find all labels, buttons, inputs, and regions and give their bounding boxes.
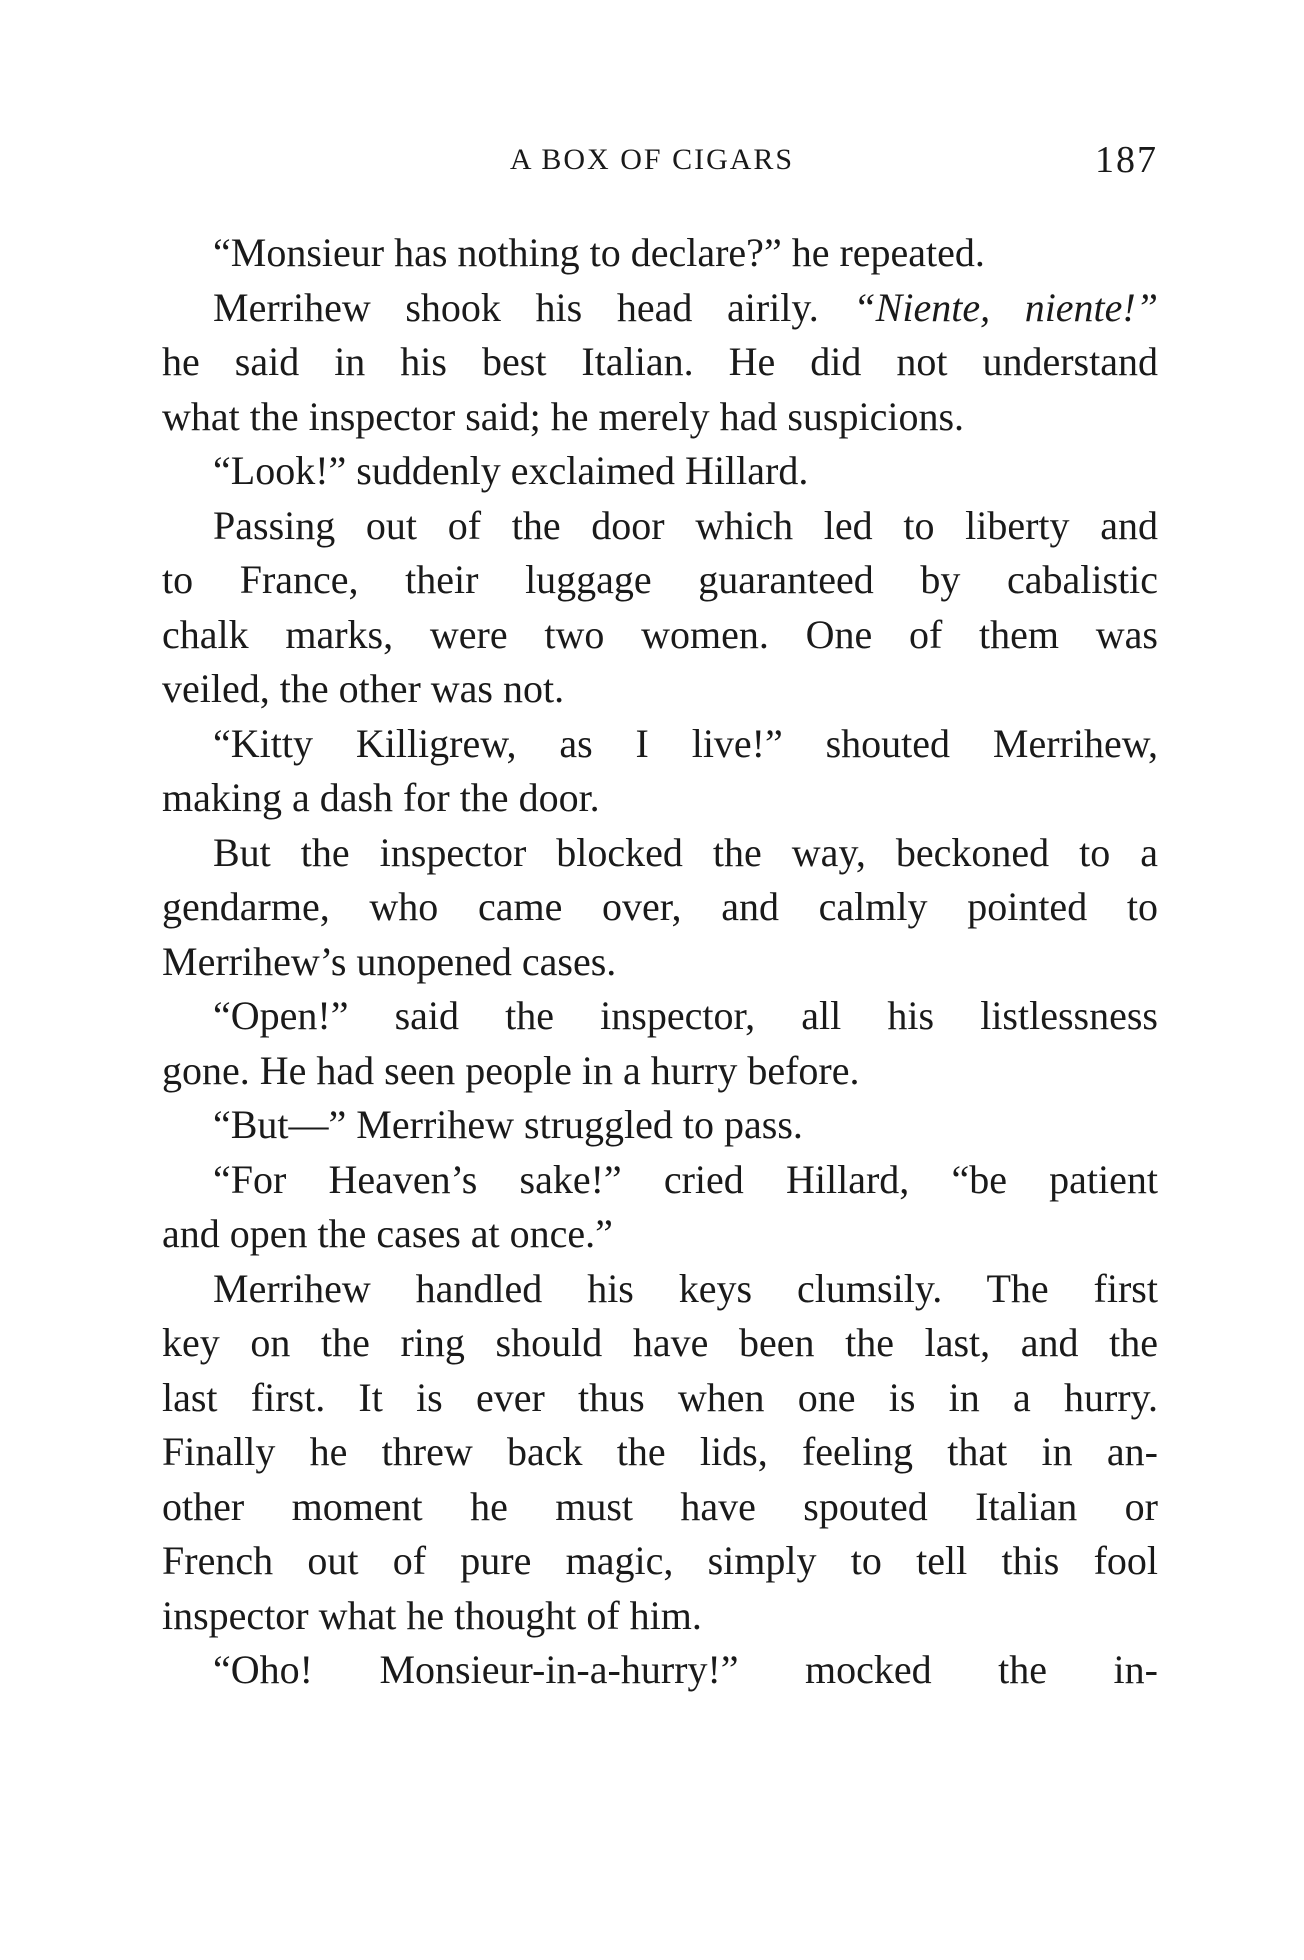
body-text bbox=[162, 226, 1158, 1698]
text-line: last first. It is ever thus when one is in a hurry. bbox=[162, 1374, 1158, 1420]
text-line: Merrihew’s unopened cases. bbox=[162, 938, 617, 984]
text-line: Merrihew handled his keys clumsily. The first bbox=[213, 1265, 1158, 1311]
text-line: “For Heaven’s sake!” cried Hillard, “be patient bbox=[213, 1156, 1158, 1202]
text-line: other moment he must have spouted Italian or bbox=[162, 1483, 1158, 1529]
text-line: “But—” Merrihew struggled to pass. bbox=[213, 1102, 803, 1147]
text-line: making a dash for the door. bbox=[162, 775, 600, 820]
text-line: “Look!” suddenly exclaimed Hillard. bbox=[213, 448, 809, 493]
text-line: gone. He had seen people in a hurry before. bbox=[162, 1047, 860, 1093]
text-line: Passing out of the door which led to liberty and bbox=[213, 502, 1158, 548]
text-line: key on the ring should have been the last, and the bbox=[162, 1320, 1158, 1365]
italic-phrase: “Niente, niente!” bbox=[853, 284, 1158, 330]
text-line: inspector what he thought of him. bbox=[162, 1592, 702, 1638]
text-line: what the inspector said; he merely had suspicions. bbox=[162, 393, 965, 439]
text-line: French out of pure magic, simply to tell this fool bbox=[162, 1538, 1158, 1583]
running-title: A BOX OF CIGARS bbox=[509, 143, 795, 176]
text-line: chalk marks, were two women. One of them was bbox=[162, 611, 1158, 657]
text-line: and open the cases at once.” bbox=[162, 1211, 613, 1256]
text-line: “Monsieur has nothing to declare?” he repeated. bbox=[213, 230, 985, 275]
text-line: he said in his best Italian. He did not understand bbox=[162, 339, 1158, 384]
text-line: “Open!” said the inspector, all his listlessness bbox=[213, 993, 1158, 1038]
text-line: gendarme, who came over, and calmly pointed to bbox=[162, 884, 1158, 929]
text-line: But the inspector blocked the way, beckoned to a bbox=[213, 829, 1158, 875]
text-line: Finally he threw back the lids, feeling that in an- bbox=[162, 1429, 1158, 1474]
text-line: “Kitty Killigrew, as I live!” shouted Merrihew, bbox=[213, 720, 1158, 766]
text-line-segment: Merrihew shook his head airily. bbox=[213, 284, 854, 330]
text-line bbox=[162, 281, 1158, 336]
text-line: to France, their luggage guaranteed by cabalistic bbox=[162, 557, 1158, 602]
running-head bbox=[162, 140, 1158, 180]
text-line: “Oho! Monsieur-in-a-hurry!” mocked the in- bbox=[213, 1647, 1158, 1692]
page-number: 187 bbox=[1095, 139, 1158, 181]
text-line: veiled, the other was not. bbox=[162, 666, 565, 711]
